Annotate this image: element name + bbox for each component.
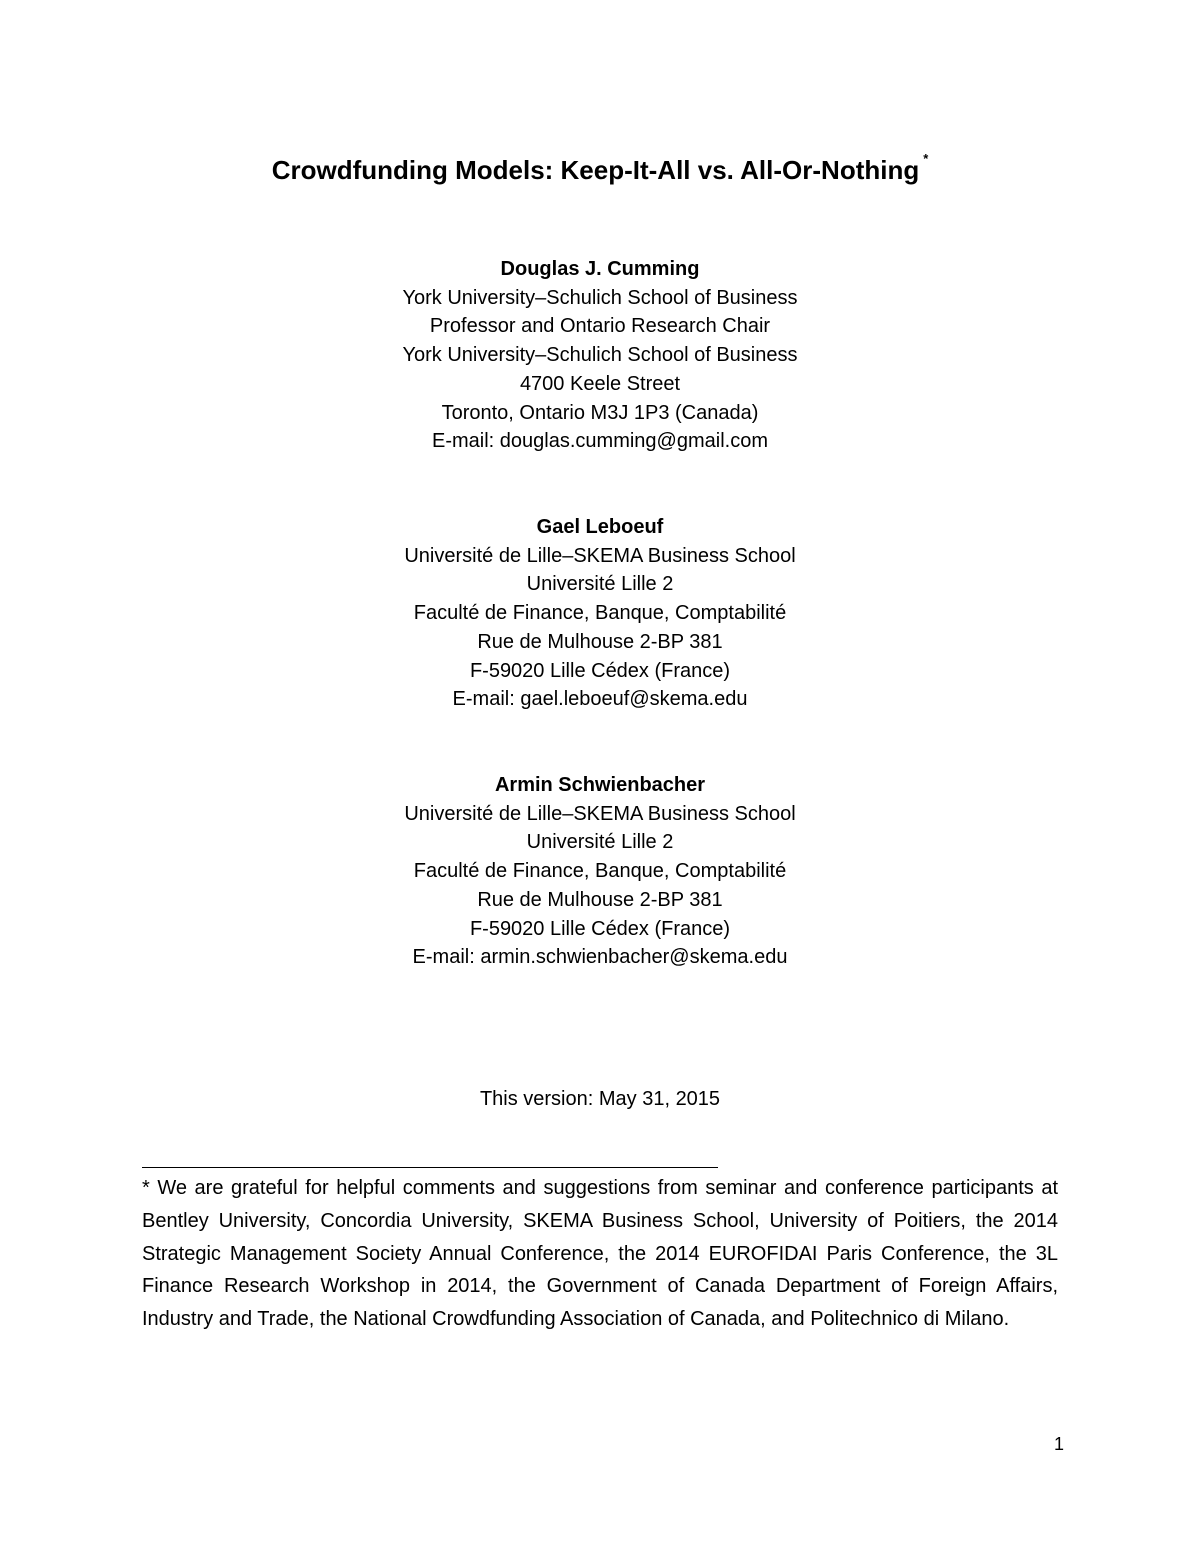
author-affiliation: Université de Lille–SKEMA Business School — [404, 544, 796, 567]
author-street: Rue de Mulhouse 2-BP 381 — [477, 630, 723, 653]
author-email: E-mail: armin.schwienbacher@skema.edu — [412, 946, 788, 969]
author-affiliation: York University–Schulich School of Business — [402, 344, 798, 367]
page-number: 1 — [1053, 1434, 1064, 1454]
author-city: Toronto, Ontario M3J 1P3 (Canada) — [441, 401, 759, 424]
title-footnote-mark: * — [923, 151, 929, 167]
author-faculty: Faculté de Finance, Banque, Comptabilité — [413, 602, 787, 625]
footnote-text: * We are grateful for helpful comments and suggestions from seminar and conference participants at Bentley University, Concordia University, SKEMA Business School, University of Poitiers, the 2014 Strategic Management Society Annual Conference, the 2014 EUROFIDAI Paris Conference, the 3L Finance Research Workshop in 2014, the Government of Canada Department of Foreign Affairs, Industry and Trade, the National Crowdfunding Association of Canada, and Politechnico di Milano. — [142, 1177, 1058, 1331]
author-block — [0, 513, 1200, 714]
author-email: E-mail: gael.leboeuf@skema.edu — [452, 688, 748, 711]
paper-title — [0, 151, 1200, 186]
version-date: This version: May 31, 2015 — [479, 1088, 721, 1110]
author-affiliation: Université de Lille–SKEMA Business School — [404, 802, 796, 825]
author-name: Douglas J. Cumming — [500, 258, 700, 280]
author-affiliation: York University–Schulich School of Business — [402, 286, 798, 309]
author-city: F-59020 Lille Cédex (France) — [469, 917, 731, 940]
author-email: E-mail: douglas.cumming@gmail.com — [432, 430, 768, 453]
author-university: Université Lille 2 — [526, 831, 674, 854]
author-city: F-59020 Lille Cédex (France) — [469, 659, 731, 682]
author-street: 4700 Keele Street — [519, 372, 681, 395]
author-block — [0, 255, 1200, 456]
footnote-divider — [142, 1167, 718, 1168]
author-name: Armin Schwienbacher — [494, 774, 706, 796]
author-street: Rue de Mulhouse 2-BP 381 — [477, 888, 723, 911]
author-name: Gael Leboeuf — [536, 516, 664, 538]
paper-title-text: Crowdfunding Models: Keep-It-All vs. All-Or-Nothing — [271, 155, 920, 185]
author-faculty: Faculté de Finance, Banque, Comptabilité — [413, 860, 787, 883]
author-university: Université Lille 2 — [526, 573, 674, 596]
author-position: Professor and Ontario Research Chair — [429, 315, 771, 338]
author-block — [0, 771, 1200, 972]
